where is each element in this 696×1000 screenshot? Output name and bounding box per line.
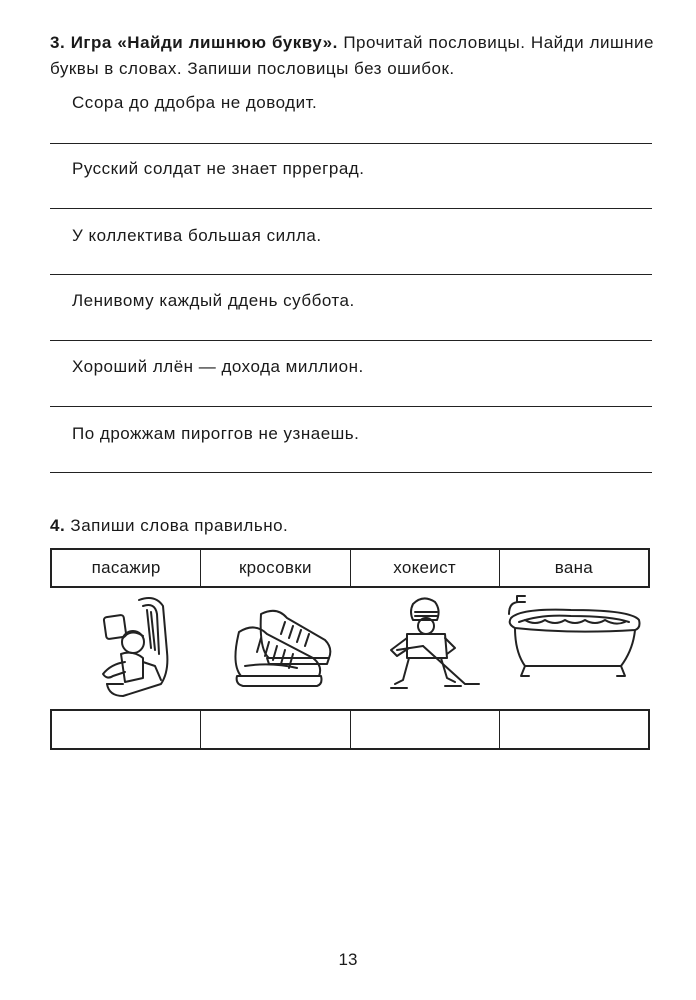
task-4-heading xyxy=(50,514,288,538)
hockey-player-icon xyxy=(351,592,499,704)
answer-cell-2[interactable] xyxy=(201,711,350,748)
task-4-number: 4. xyxy=(50,516,66,535)
word-cell-1: пасажир xyxy=(52,550,201,586)
proverb-2: Русский солдат не знает прреград. xyxy=(72,159,365,178)
answer-line-3[interactable] xyxy=(50,274,652,275)
task-3-heading xyxy=(50,30,654,82)
word-cell-2: кросовки xyxy=(201,550,350,586)
answer-line-2[interactable] xyxy=(50,208,652,209)
proverb-1: Ссора до ддобра не доводит. xyxy=(72,93,318,112)
answer-line-1[interactable] xyxy=(50,143,652,144)
task-3-instruction: Прочитай пословицы. Найди лишние буквы в словах. Запиши пословицы без ошибок. xyxy=(50,33,654,78)
answer-line-6[interactable] xyxy=(50,472,652,473)
answer-line-4[interactable] xyxy=(50,340,652,341)
proverb-4: Ленивому каждый ддень суббота. xyxy=(72,291,355,310)
answer-cell-4[interactable] xyxy=(500,711,648,748)
answer-cell-1[interactable] xyxy=(52,711,201,748)
answer-cell-3[interactable] xyxy=(351,711,500,748)
passenger-seat-icon xyxy=(51,592,199,704)
page-number: 13 xyxy=(338,950,358,969)
answer-table xyxy=(50,709,650,750)
sneakers-icon xyxy=(201,592,349,704)
bathtub-icon xyxy=(501,592,649,704)
answer-line-5[interactable] xyxy=(50,406,652,407)
task-4-instruction: Запиши слова правильно. xyxy=(70,516,289,535)
proverb-3: У коллектива большая силла. xyxy=(72,226,322,245)
task-3-title: Игра «Найди лишнюю букву». xyxy=(70,33,338,52)
proverb-6: По дрожжам пироггов не узнаешь. xyxy=(72,424,360,443)
word-cell-4: вана xyxy=(554,558,594,577)
word-cell-3: хокеист xyxy=(351,550,500,586)
misspelled-words-table xyxy=(50,548,650,588)
task-3-number: 3. xyxy=(50,33,66,52)
proverb-5: Хороший ллён — дохода миллион. xyxy=(72,357,364,376)
